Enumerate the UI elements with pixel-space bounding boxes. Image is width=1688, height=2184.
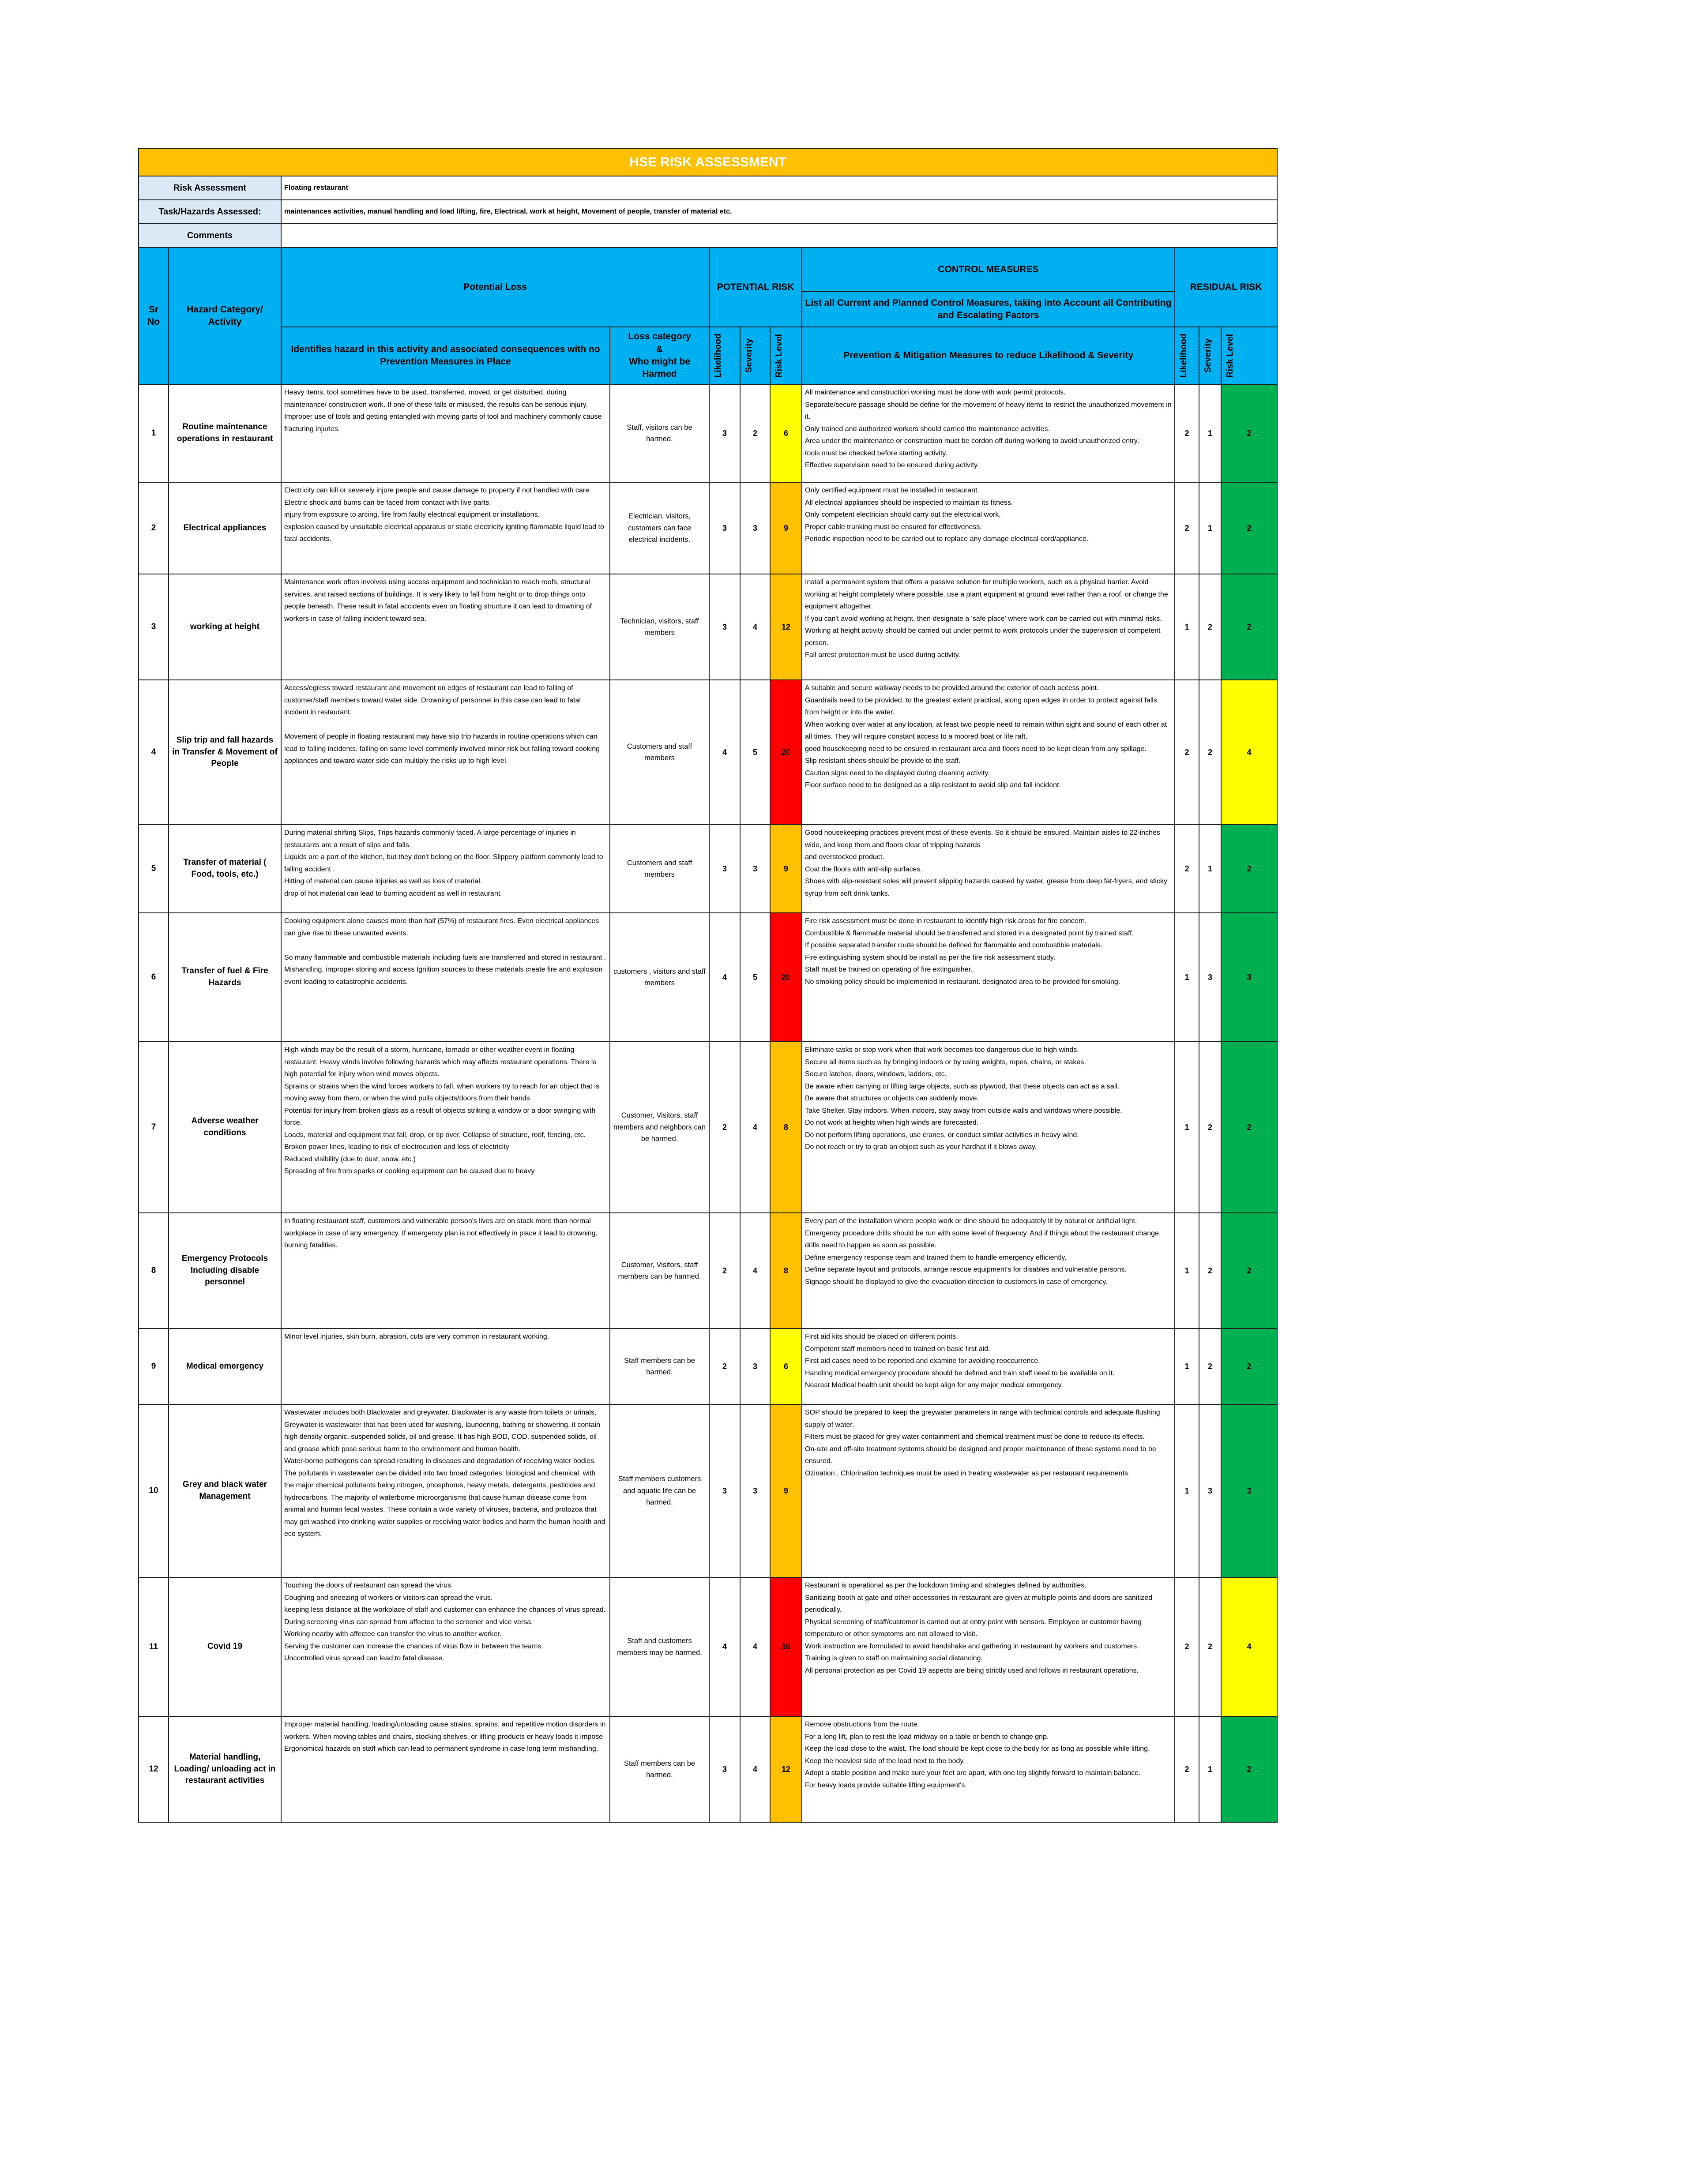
header-sr-no: Sr No <box>139 248 169 384</box>
loss-category: customers , visitors and staff members <box>610 913 709 1042</box>
residual-severity: 2 <box>1199 1328 1221 1404</box>
risk-assessment-sheet <box>138 148 1277 1823</box>
potential-risk-level: 20 <box>770 913 802 1042</box>
sr-number: 3 <box>139 574 169 680</box>
control-measures: Only certified equipment must be installed in restaurant. All electrical appliances should be inspected to maintain its fitness. Only competent electrician should carry out the electrical work. Proper cable trunking must be ensured for effectiveness. Periodic inspection need to be carried out to replace any damage electrical cord/appliance. <box>802 482 1175 574</box>
potential-likelihood: 3 <box>709 1404 740 1577</box>
residual-likelihood: 2 <box>1175 1716 1199 1822</box>
hazard-category: Emergency Protocols Including disable personnel <box>169 1213 281 1328</box>
potential-risk-level: 8 <box>770 1042 802 1213</box>
potential-severity: 4 <box>740 1716 770 1822</box>
task-value: maintenances activities, manual handling and load lifting, fire, Electrical, work at height, Movement of people, transfer of material etc. <box>281 200 1277 224</box>
residual-risk-level: 2 <box>1221 482 1277 574</box>
hazard-description: Minor level injuries, skin burn, abrasion, cuts are very common in restaurant working. <box>281 1328 610 1404</box>
hazard-description: Access/egress toward restaurant and movement on edges of restaurant can lead to falling of customer/staff members toward water side. Drowning of personnel in this case can lead to fatal incident in restaurant. Movement of people in floating restaurant may have slip trip hazards in routine operations which can lead to falling incidents. falling on same level commonly involved minor risk but falling toward cooking appliances and toward water side can multiply the risks up to high level. <box>281 680 610 825</box>
residual-severity: 2 <box>1199 680 1221 825</box>
residual-likelihood: 2 <box>1175 384 1199 482</box>
hazard-category: Routine maintenance operations in restaurant <box>169 384 281 482</box>
loss-category: Customer, Visitors, staff members can be harmed. <box>610 1213 709 1328</box>
potential-risk-level: 6 <box>770 1328 802 1404</box>
header-residual-likelihood: Likelihood <box>1179 334 1188 378</box>
residual-severity: 2 <box>1199 1042 1221 1213</box>
potential-likelihood: 4 <box>709 680 740 825</box>
residual-likelihood: 2 <box>1175 680 1199 825</box>
residual-risk-level: 3 <box>1221 1404 1277 1577</box>
loss-category: Electrician, visitors, customers can face electrical incidents. <box>610 482 709 574</box>
loss-category: Technician, visitors, staff members <box>610 574 709 680</box>
sr-number: 9 <box>139 1328 169 1404</box>
residual-severity: 2 <box>1199 1577 1221 1716</box>
control-measures: Restaurant is operational as per the lockdown timing and strategies defined by authorities. Sanitizing booth at gate and other accessories in restaurant are given at multiple points and doors are sanitized periodically. Physical screening of staff/customer is carried out at entry point with sensors. Employee or customer having temperature or other symptoms are not allowed to visit. Work instruction are formulated to avoid handshake and gathering in restaurant by workers and customers. Training is given to staff on maintaining social distancing. All personal protection as per Covid 19 aspects are being strictly used and follows in restaurant operations. <box>802 1577 1175 1716</box>
residual-likelihood: 2 <box>1175 1577 1199 1716</box>
residual-likelihood: 1 <box>1175 1042 1199 1213</box>
hazard-description: Heavy items, tool sometimes have to be used, transferred, moved, or get disturbed, during maintenance/ construction work. If one of these falls or misused, the results can be serious injury. Improper use of tools and getting entangled with moving parts of tool and machinery commonly cause fracturing injuries. <box>281 384 610 482</box>
potential-likelihood: 3 <box>709 384 740 482</box>
sr-number: 7 <box>139 1042 169 1213</box>
hazard-category: Material handling, Loading/ unloading act in restaurant activities <box>169 1716 281 1822</box>
sheet-title: HSE RISK ASSESSMENT <box>139 149 1277 176</box>
header-control-sub: List all Current and Planned Control Measures, taking into Account all Contributing and Escalating Factors <box>802 292 1175 327</box>
hazard-description: Cooking equipment alone causes more than half (57%) of restaurant fires. Even electrical appliances can give rise to these unwanted events. So many flammable and combustible materials including fuels are transferred and stored in restaurant . Mishandling, improper storing and access Ignition sources to these materials create fire and explosion event leading to catastrophic accidents. <box>281 913 610 1042</box>
hazard-description: High winds may be the result of a storm, hurricane, tornado or other weather event in floating restaurant. Heavy winds involve following hazards which may affects restaurant operations. There is high potential for injury when wind moves objects. Sprains or strains when the wind forces workers to fall, when workers try to reach for an object that is moving away from them, or when the wind pulls objects/doors from their hands Potential for injury from broken glass as a result of objects striking a window or a door swinging with force. Loads, material and equipment that fall, drop, or tip over, Collapse of structure, roof, fencing, etc. Broken power lines, leading to risk of electrocution and loss of electricity Reduced visibility (due to dust, snow, etc.) Spreading of fire from sparks or cooking equipment can be caused due to heavy <box>281 1042 610 1213</box>
control-measures: First aid kits should be placed on different points. Competent staff members need to trained on basic first aid. First aid cases need to be reported and examine for avoiding reoccurrence. Handling medical emergency procedure should be defined and train staff need to be available on it. Nearest Medical health unit should be kept align for any major medical emergency. <box>802 1328 1175 1404</box>
control-measures: Eliminate tasks or stop work when that work becomes too dangerous due to high winds. Secure all items such as by bringing indoors or by using weights, ropes, chains, or stakes. Secure latches, doors, windows, ladders, etc. Be aware when carrying or lifting large objects, such as plywood, that these objects can act as a sail. Be aware that structures or objects can suddenly move. Take Shelter. Stay indoors. When indoors, stay away from outside walls and windows where possible. Do not work at heights when high winds are forecasted. Do not perform lifting operations, use cranes, or conduct similar activities in heavy wind. Do not reach or try to grab an object such as your hardhat if it blows away. <box>802 1042 1175 1213</box>
loss-category: Staff, visitors can be harmed. <box>610 384 709 482</box>
potential-risk-level: 9 <box>770 482 802 574</box>
potential-risk-level: 8 <box>770 1213 802 1328</box>
hazard-category: Covid 19 <box>169 1577 281 1716</box>
sr-number: 11 <box>139 1577 169 1716</box>
residual-risk-level: 2 <box>1221 825 1277 913</box>
table-row <box>139 1328 1277 1404</box>
sr-number: 2 <box>139 482 169 574</box>
header-potential-risk: POTENTIAL RISK <box>709 248 802 327</box>
sr-number: 4 <box>139 680 169 825</box>
loss-category: Customers and staff members <box>610 680 709 825</box>
residual-likelihood: 1 <box>1175 1328 1199 1404</box>
potential-severity: 2 <box>740 384 770 482</box>
hazard-category: Grey and black water Management <box>169 1404 281 1577</box>
control-measures: Install a permanent system that offers a passive solution for multiple workers, such as a physical barrier. Avoid working at height completely where possible, use a plant equipment at ground level rather than a roof, or change the equipment altogether. If you can't avoid working at height, then designate a 'safe place' where work can be carried out with minimal risks. Working at height activity should be carried out under permit to work protocols under the supervision of competent person. Fall arrest protection must be used during activity. <box>802 574 1175 680</box>
control-measures: Good housekeeping practices prevent most of these events. So it should be ensured. Maintain aisles to 22-inches wide, and keep them and floors clear of tripping hazards and overstocked product. Coat the floors with anti-slip surfaces. Shoes with slip-resistant soles will prevent slipping hazards caused by water, grease from deep fat-fryers, and sticky syrup from soft drink tanks. <box>802 825 1175 913</box>
potential-risk-level: 6 <box>770 384 802 482</box>
control-measures: All maintenance and construction working must be done with work permit protocols. Separate/secure passage should be define for the movement of heavy items to restrict the unauthorized movement in it. Only trained and authorized workers should carried the maintenance activities. Area under the maintenance or construction must be cordon off during working to avoid unauthorized entry. tools must be checked before starting activity. Effective supervision need to be ensured during activity. <box>802 384 1175 482</box>
potential-likelihood: 4 <box>709 913 740 1042</box>
risk-assessment-table <box>138 148 1278 1823</box>
potential-risk-level: 12 <box>770 574 802 680</box>
hazard-category: Adverse weather conditions <box>169 1042 281 1213</box>
residual-severity: 1 <box>1199 1716 1221 1822</box>
potential-risk-level: 12 <box>770 1716 802 1822</box>
residual-severity: 1 <box>1199 482 1221 574</box>
risk-assessment-value: Floating restaurant <box>281 176 1277 200</box>
header-potential-risk-level: Risk Level <box>774 334 784 378</box>
hazard-description: During material shifting Slips, Trips hazards commonly faced. A large percentage of injuries in restaurants are a result of slips and falls. Liquids are a part of the kitchen, but they don't belong on the floor. Slippery platform commonly lead to falling accident . Hitting of material can cause injuries as well as loss of material. drop of hot material can lead to burning accident as well in restaurant. <box>281 825 610 913</box>
hazard-description: In floating restaurant staff, customers and vulnerable person's lives are on stack more than normal workplace in case of any emergency. If emergency plan is not effectively in place it lead to drowning, burning fatalities. <box>281 1213 610 1328</box>
potential-severity: 5 <box>740 913 770 1042</box>
sr-number: 12 <box>139 1716 169 1822</box>
hazard-description: Improper material handling, loading/unloading cause strains, sprains, and repetitive motion disorders in workers. When moving tables and chairs, stocking shelves, or lifting products or heavy loads it impose Ergonomical hazards on staff which can lead to permanent syndrome in case long term mishandling. <box>281 1716 610 1822</box>
sr-number: 10 <box>139 1404 169 1577</box>
residual-risk-level: 3 <box>1221 913 1277 1042</box>
residual-risk-level: 2 <box>1221 1328 1277 1404</box>
residual-likelihood: 1 <box>1175 1404 1199 1577</box>
control-measures: A suitable and secure walkway needs to be provided around the exterior of each access point. Guardrails need to be provided, to the greatest extent practical, along open edges in order to protect against falls from height or into the water. When working over water at any location, at least two people need to remain within sight and sound of each other at all times. They will require constant access to a moored boat or life raft. good housekeeping need to be ensured in restaurant area and floors need to be kept clean from any spillage. Slip resistant shoes should be provide to the staff. Caution signs need to be displayed during cleaning activity. Floor surface need to be designed as a slip resistant to avoid slip and fall incident. <box>802 680 1175 825</box>
residual-risk-level: 4 <box>1221 680 1277 825</box>
sr-number: 5 <box>139 825 169 913</box>
potential-likelihood: 4 <box>709 1577 740 1716</box>
control-measures: Remove obstructions from the route. For a long lift, plan to rest the load midway on a table or bench to change grip. Keep the load close to the waist. The load should be kept close to the body for as long as possible while lifting. Keep the heaviest side of the load next to the body. Adopt a stable position and make sure your feet are apart, with one leg slightly forward to maintain balance. For heavy loads provide suitable lifting equipment's. <box>802 1716 1175 1822</box>
loss-category: Staff members customers and aquatic life can be harmed. <box>610 1404 709 1577</box>
potential-likelihood: 2 <box>709 1042 740 1213</box>
residual-severity: 2 <box>1199 1213 1221 1328</box>
residual-severity: 1 <box>1199 384 1221 482</box>
table-row <box>139 680 1277 825</box>
residual-severity: 1 <box>1199 825 1221 913</box>
control-measures: Fire risk assessment must be done in restaurant to identify high risk areas for fire concern. Combustible & flammable material should be transferred and stored in a designated point by trained staff. If possible separated transfer route should be defined for flammable and combustible materials. Fire extinguishing system should be install as per the fire risk assessment study. Staff must be trained on operating of fire extinguisher. No smoking policy should be implemented in restaurant. designated area to be provided for smoking. <box>802 913 1175 1042</box>
residual-likelihood: 1 <box>1175 913 1199 1042</box>
potential-likelihood: 3 <box>709 574 740 680</box>
loss-category: Customer, Visitors, staff members and neighbors can be harmed. <box>610 1042 709 1213</box>
residual-risk-level: 2 <box>1221 1716 1277 1822</box>
potential-severity: 3 <box>740 482 770 574</box>
table-row <box>139 574 1277 680</box>
residual-likelihood: 2 <box>1175 482 1199 574</box>
sr-number: 1 <box>139 384 169 482</box>
table-row <box>139 1042 1277 1213</box>
table-row <box>139 913 1277 1042</box>
residual-severity: 3 <box>1199 913 1221 1042</box>
potential-severity: 4 <box>740 1577 770 1716</box>
residual-risk-level: 2 <box>1221 1213 1277 1328</box>
hazard-description: Maintenance work often involves using access equipment and technician to reach roofs, structural services, and raised sections of buildings. It is very likely to fall from height or to drop things onto people beneath. These result in fatal accidents even on floating structure it can lead to drowning of workers in case of falling incident toward sea. <box>281 574 610 680</box>
header-prevention: Prevention & Mitigation Measures to reduce Likelihood & Severity <box>802 327 1175 384</box>
hazard-description: Touching the doors of restaurant can spread the virus. Coughing and sneezing of workers or visitors can spread the virus. keeping less distance at the workplace of staff and customer can enhance the chances of virus spread. During screening virus can spread from affectee to the screener and vice versa. Working nearby with affectee can transfer the virus to another worker. Serving the customer can increase the chances of virus flow in between the teams. Uncontrolled virus spread can lead to fatal disease. <box>281 1577 610 1716</box>
residual-risk-level: 2 <box>1221 574 1277 680</box>
hazard-category: Transfer of fuel & Fire Hazards <box>169 913 281 1042</box>
table-row <box>139 1404 1277 1577</box>
header-residual-risk: RESIDUAL RISK <box>1175 248 1277 327</box>
header-potential-severity: Severity <box>744 338 754 373</box>
loss-category: Customers and staff members <box>610 825 709 913</box>
potential-severity: 3 <box>740 1328 770 1404</box>
potential-risk-level: 9 <box>770 1404 802 1577</box>
hazard-description: Wastewater includes both Blackwater and greywater. Blackwater is any waste from toilets or urinals, Greywater is wastewater that has been used for washing, laundering, bathing or showering. it contain high density organic, suspended solids, oil and grease. It has high BOD, COD, suspended solids, oil and grease which pose serious harm to the environment and human health. Water-borne pathogens can spread resulting in diseases and degradation of receiving water bodies. The pollutants in wastewater can be divided into two broad categories: biological and chemical, with the major chemical pollutants being nitrogen, phosphorus, heavy metals, detergents, pesticides and hydrocarbons. The majority of waterborne microorganisms that cause human disease come from animal and human fecal wastes. These contain a wide variety of viruses, bacteria, and protozoa that may get washed into drinking water supplies or receiving water bodies and harm the human health and eco system. <box>281 1404 610 1577</box>
residual-risk-level: 4 <box>1221 1577 1277 1716</box>
potential-risk-level: 16 <box>770 1577 802 1716</box>
residual-likelihood: 1 <box>1175 574 1199 680</box>
header-potential-loss: Potential Loss <box>281 248 709 327</box>
potential-severity: 3 <box>740 825 770 913</box>
potential-likelihood: 3 <box>709 1716 740 1822</box>
residual-likelihood: 1 <box>1175 1213 1199 1328</box>
header-residual-risk-level: Risk Level <box>1225 334 1235 378</box>
hazard-category: working at height <box>169 574 281 680</box>
hazard-category: Medical emergency <box>169 1328 281 1404</box>
potential-severity: 3 <box>740 1404 770 1577</box>
sr-number: 8 <box>139 1213 169 1328</box>
potential-severity: 4 <box>740 574 770 680</box>
potential-likelihood: 3 <box>709 825 740 913</box>
risk-assessment-label: Risk Assessment <box>139 176 281 200</box>
residual-severity: 3 <box>1199 1404 1221 1577</box>
hazard-category: Transfer of material ( Food, tools, etc.) <box>169 825 281 913</box>
residual-severity: 2 <box>1199 574 1221 680</box>
potential-risk-level: 9 <box>770 825 802 913</box>
residual-risk-level: 2 <box>1221 384 1277 482</box>
sr-number: 6 <box>139 913 169 1042</box>
control-measures: SOP should be prepared to keep the greywater parameters in range with technical controls and adequate flushing supply of water. Filters must be placed for grey water containment and chemical treatment must be done to reduce its effects. On-site and off-site treatment systems should be designed and proper maintenance of these systems need to be ensured. Ozination , Chlorination techniques must be used in treating wastewater as per restaurant requirements. <box>802 1404 1175 1577</box>
table-row <box>139 825 1277 913</box>
hazard-description: Electricity can kill or severely injure people and cause damage to property if not handled with care. Electric shock and burns can be faced from contact with live parts. injury from exposure to arcing, fire from faulty electrical equipment or installations. explosion caused by unsuitable electrical apparatus or static electricity igniting flammable liquid lead to fatal accidents. <box>281 482 610 574</box>
control-measures: Every part of the installation where people work or dine should be adequately lit by natural or artificial light. Emergency procedure drills should be run with some level of frequency. And if things about the restaurant change, drills need to happen as soon as possible. Define emergency response team and trained them to handle emergency efficiently. Define separate layout and protocols, arrange rescue equipment's for disables and vulnerable persons. Signage should be displayed to give the evacuation direction to customers in case of emergency. <box>802 1213 1175 1328</box>
hazard-category: Electrical appliances <box>169 482 281 574</box>
loss-category: Staff and customers members may be harmed. <box>610 1577 709 1716</box>
table-row <box>139 1716 1277 1822</box>
potential-risk-level: 20 <box>770 680 802 825</box>
residual-likelihood: 2 <box>1175 825 1199 913</box>
hazard-category: Slip trip and fall hazards in Transfer & Movement of People <box>169 680 281 825</box>
table-row <box>139 1577 1277 1716</box>
header-control-measures: CONTROL MEASURES <box>802 248 1175 292</box>
task-label: Task/Hazards Assessed: <box>139 200 281 224</box>
potential-likelihood: 2 <box>709 1328 740 1404</box>
potential-likelihood: 2 <box>709 1213 740 1328</box>
header-loss-category: Loss category & Who might be Harmed <box>610 327 709 384</box>
potential-severity: 4 <box>740 1213 770 1328</box>
potential-likelihood: 3 <box>709 482 740 574</box>
table-row <box>139 1213 1277 1328</box>
header-identifies: Identifies hazard in this activity and associated consequences with no Prevention Measures in Place <box>281 327 610 384</box>
header-hazard-category: Hazard Category/ Activity <box>169 248 281 384</box>
residual-risk-level: 2 <box>1221 1042 1277 1213</box>
loss-category: Staff members can be harmed. <box>610 1328 709 1404</box>
loss-category: Staff members can be harmed. <box>610 1716 709 1822</box>
comments-label: Comments <box>139 224 281 248</box>
potential-severity: 4 <box>740 1042 770 1213</box>
header-potential-likelihood: Likelihood <box>713 334 723 378</box>
table-row <box>139 482 1277 574</box>
header-residual-severity: Severity <box>1203 338 1213 373</box>
potential-severity: 5 <box>740 680 770 825</box>
comments-value <box>281 224 1277 248</box>
table-row <box>139 384 1277 482</box>
